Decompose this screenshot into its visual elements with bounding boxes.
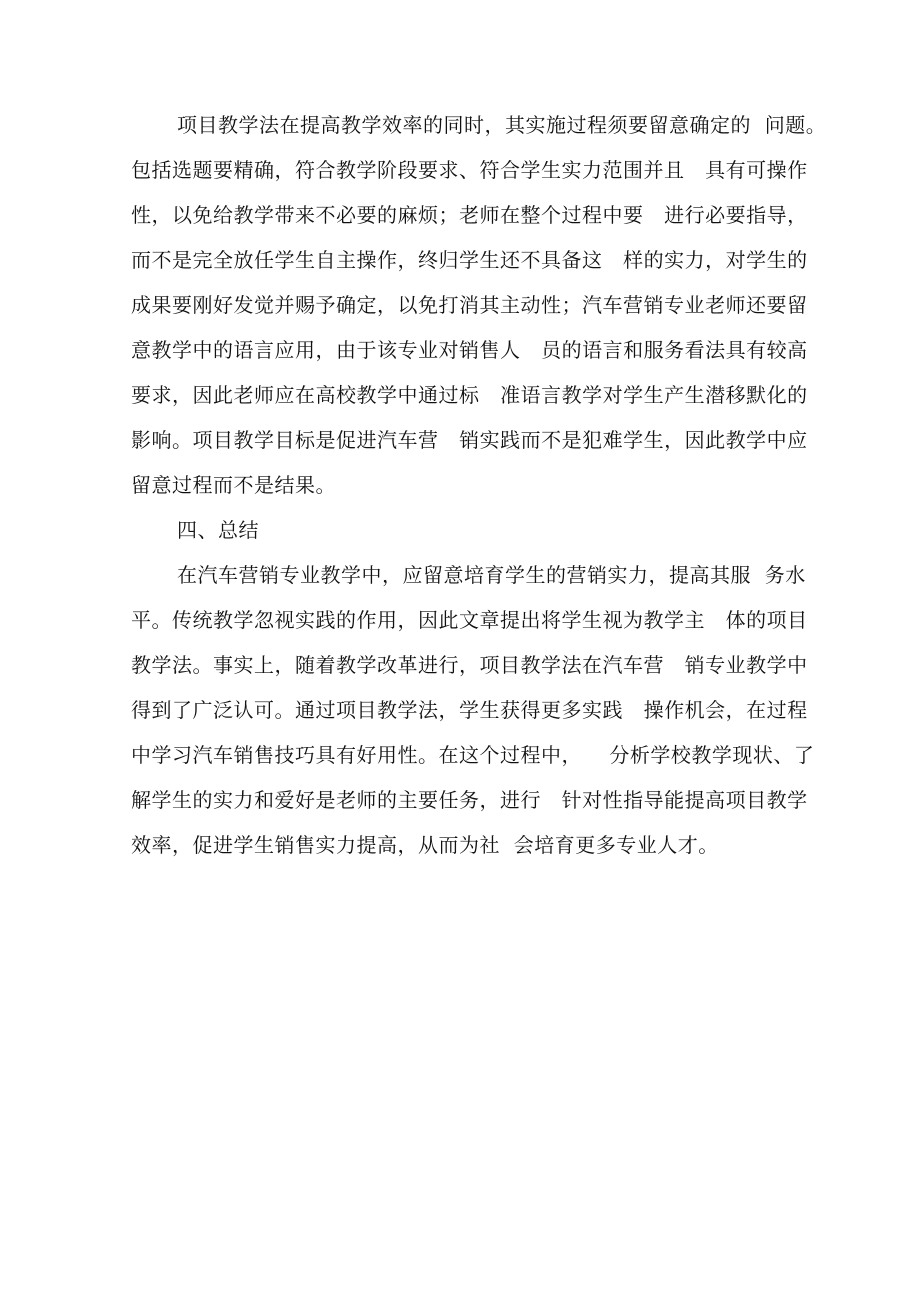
paragraph-line: 中学习汽车销售技巧具有好用性。在这个过程中， 分析学校教学现状、了 (131, 743, 815, 767)
paragraph-line: 性，以免给教学带来不必要的麻烦；老师在整个过程中要 进行必要指导， (131, 203, 808, 227)
paragraph-line: 平。传统教学忽视实践的作用，因此文章提出将学生视为教学主 体的项目 (131, 608, 808, 632)
paragraph-line: 留意过程而不是结果。 (131, 473, 336, 497)
paragraph-line: 得到了广泛认可。通过项目教学法，学生获得更多实践 操作机会，在过程 (131, 698, 808, 722)
paragraph-line: 成果要刚好发觉并赐予确定，以免打消其主动性；汽车营销专业老师还要留 (131, 293, 808, 317)
paragraph-line: 包括选题要精确，符合教学阶段要求、符合学生实力范围并且 具有可操作 (131, 158, 808, 182)
paragraph-line: 而不是完全放任学生自主操作，终归学生还不具备这 样的实力，对学生的 (131, 248, 808, 272)
paragraph-line: 意教学中的语言应用，由于该专业对销售人 员的语言和服务看法具有较高 (131, 338, 808, 362)
paragraph-line: 解学生的实力和爱好是老师的主要任务，进行 针对性指导能提高项目教学 (131, 788, 808, 812)
paragraph-line: 要求，因此老师应在高校教学中通过标 准语言教学对学生产生潜移默化的 (131, 383, 808, 407)
paragraph-line: 效率，促进学生销售实力提高，从而为社 会培育更多专业人才。 (131, 833, 719, 857)
paragraph-line: 在汽车营销专业教学中，应留意培育学生的营销实力，提高其服 务水 (177, 563, 806, 587)
section-heading: 四、总结 (177, 518, 259, 542)
paragraph-line: 项目教学法在提高教学效率的同时，其实施过程须要留意确定的 问题。 (177, 113, 827, 137)
paragraph-line: 教学法。事实上，随着教学改革进行，项目教学法在汽车营 销专业教学中 (131, 653, 808, 677)
paragraph-line: 影响。项目教学目标是促进汽车营 销实践而不是犯难学生，因此教学中应 (131, 428, 808, 452)
